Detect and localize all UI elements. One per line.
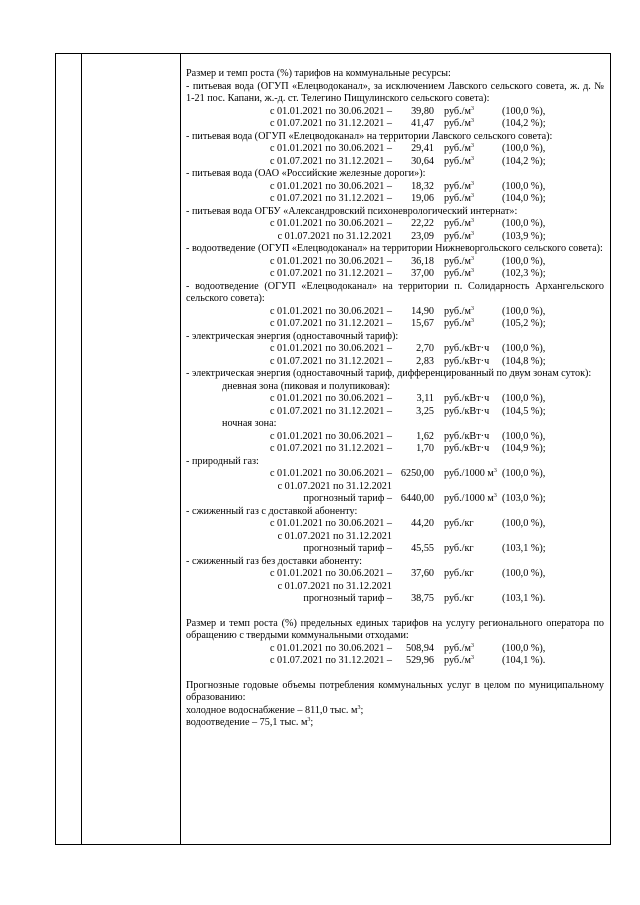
- tariff-period: с 01.01.2021 по 30.06.2021 –: [269, 305, 392, 317]
- tariff-value: 37,00: [411, 268, 434, 279]
- tariff-group-title: - сжиженный газ с доставкой абоненту:: [186, 505, 358, 517]
- tariff-pct: (100,0 %),: [502, 393, 546, 404]
- tariff-unit: $руб./м^3$: [444, 218, 474, 229]
- tariff-row: [186, 356, 604, 369]
- tariff-value: 30,64: [411, 155, 434, 167]
- tariff-period: с 01.01.2021 по 30.06.2021 –: [269, 518, 392, 529]
- tariff-value: 18,32: [411, 180, 434, 192]
- tariff-value: 44,20: [411, 518, 434, 529]
- tariff-pct: (100,0 %),: [502, 642, 546, 654]
- tariff-pct: (103,9 %);: [502, 230, 546, 242]
- tariff-unit: $руб./м^3$: [444, 193, 474, 204]
- tariff-unit: руб./кг: [444, 593, 474, 604]
- tariff-value: 15,67: [411, 318, 434, 329]
- tariff-unit: $руб./м^3$: [444, 255, 474, 267]
- tariff-pct: (102,3 %);: [502, 268, 546, 279]
- tariff-value: 38,75: [411, 593, 434, 604]
- tariff-row: [186, 643, 604, 656]
- tariff-row: [186, 655, 604, 668]
- tariff-pct: (104,2 %);: [502, 118, 546, 129]
- tariff-row: [186, 531, 604, 544]
- tariff-period: с 01.01.2021 по 30.06.2021 –: [269, 143, 392, 154]
- tariff-group-title: - сжиженный газ без доставки абоненту:: [186, 555, 362, 567]
- spacer: [186, 606, 604, 618]
- volumes-title: Прогнозные годовые объемы потребления коммунальных услуг в целом по муниципальному образованию:: [186, 679, 604, 703]
- tariff-value: 6250,00: [400, 468, 434, 479]
- tariff-unit: $руб./м^3$: [444, 118, 474, 129]
- tariff-unit: $руб./м^3$: [444, 143, 474, 154]
- tariff-pct: (104,9 %);: [502, 443, 546, 454]
- tariff-pct: (100,0 %),: [502, 105, 546, 117]
- tariff-pct: (100,0 %),: [502, 343, 546, 354]
- tariff-row: [186, 593, 604, 606]
- tariff-unit: руб./кВт·ч: [444, 355, 490, 367]
- tariff-period: с 01.07.2021 по 31.12.2021 –: [269, 405, 392, 417]
- tariff-pct: (100,0 %),: [502, 218, 546, 229]
- tariff-unit: $руб./м^3$: [444, 230, 474, 242]
- zone-label: дневная зона (пиковая и полупиковая):: [222, 380, 391, 392]
- tariff-period: с 01.01.2021 по 30.06.2021 –: [269, 180, 392, 192]
- tariff-value: 19,06: [411, 193, 434, 204]
- tariff-period: с 01.07.2021 по 31.12.2021 –: [269, 118, 392, 129]
- tariff-group-title: - питьевая вода (ОГУП «Елецводоканал», за исключением Лавского сельского совета, ж. д. № 1-21 пос. Капани, ж.-д. ст. Телегино Пищулинского сельского совета):: [186, 80, 604, 104]
- tariff-unit: $руб./м^3$: [444, 268, 474, 279]
- tariff-value: 37,60: [411, 568, 434, 579]
- tariff-period: с 01.07.2021 по 31.12.2021 –: [269, 318, 392, 329]
- tariff-period: прогнозный тариф –: [303, 493, 392, 504]
- tariff-pct: (104,2 %);: [502, 155, 546, 167]
- tariff-pct: (100,0 %),: [502, 305, 546, 317]
- tariff-value: 2,83: [416, 355, 434, 367]
- tariff-unit: руб./кВт·ч: [444, 443, 490, 454]
- tariff-pct: (104,1 %).: [502, 655, 546, 666]
- tariff-row: [186, 468, 604, 481]
- tariff-period: с 01.01.2021 по 30.06.2021 –: [269, 105, 392, 117]
- tariff-row: [186, 268, 604, 281]
- tariff-unit: $руб./м^3$: [444, 105, 474, 117]
- table-cell-content: [186, 68, 604, 730]
- tariff-value: 22,22: [411, 218, 434, 229]
- tariff-period: с 01.01.2021 по 30.06.2021 –: [269, 642, 392, 654]
- tariff-row: [186, 218, 604, 231]
- tariff-period: с 01.01.2021 по 30.06.2021 –: [269, 468, 392, 479]
- tariff-row: [186, 156, 604, 169]
- tariff-row: [186, 256, 604, 269]
- tariff-pct: (104,8 %);: [502, 355, 546, 367]
- section-intro: Размер и темп роста (%) тарифов на коммунальные ресурсы:: [186, 68, 451, 79]
- tariff-row: [186, 318, 604, 331]
- tariff-value: 2,70: [416, 343, 434, 354]
- tariff-period: с 01.07.2021 по 31.12.2021 –: [269, 193, 392, 204]
- tariff-unit: руб./кг: [444, 568, 474, 579]
- tariff-row: [186, 393, 604, 406]
- tariff-row: [186, 518, 604, 531]
- tariff-value: 1,70: [416, 443, 434, 454]
- tariff-group-title: - водоотведение (ОГУП «Елецводоканал» на территории Нижневоргольского сельского совета):: [186, 243, 603, 254]
- column-divider: [180, 54, 181, 844]
- tariff-pct: (100,0 %),: [502, 255, 546, 267]
- column-divider: [81, 54, 82, 844]
- tariff-value: 29,41: [411, 143, 434, 154]
- tariff-row: [186, 143, 604, 156]
- tariff-value: 3,25: [416, 405, 434, 417]
- tariff-value: 45,55: [411, 543, 434, 554]
- volume-line: водоотведение – 75,1 тыс. $м^3$;: [186, 717, 314, 728]
- tariff-pct: (100,0 %),: [502, 568, 546, 579]
- tariff-period: прогнозный тариф –: [303, 543, 392, 554]
- tariff-unit: руб./кВт·ч: [444, 393, 490, 404]
- tariff-value: 41,47: [411, 118, 434, 129]
- tariff-row: [186, 431, 604, 444]
- tariff-period: с 01.01.2021 по 30.06.2021 –: [269, 430, 392, 442]
- tariff-value: 23,09: [411, 230, 434, 242]
- waste-tariff-title: Размер и темп роста (%) предельных единых тарифов на услугу регионального оператора по обращению с твердыми коммунальными отходами:: [186, 617, 604, 641]
- tariff-row: [186, 568, 604, 581]
- tariff-group-title: - электрическая энергия (одноставочный тариф, дифференцированный по двум зонам суток):: [186, 368, 592, 379]
- tariff-period: с 01.07.2021 по 31.12.2021: [277, 480, 392, 492]
- tariff-pct: (100,0 %),: [502, 143, 546, 154]
- tariff-period: с 01.07.2021 по 31.12.2021 –: [269, 655, 392, 666]
- tariff-row: [186, 306, 604, 319]
- tariff-period: с 01.01.2021 по 30.06.2021 –: [269, 393, 392, 404]
- tariff-group-title: - водоотведение (ОГУП «Елецводоканал» на территории п. Солидарность Архангельского сельского совета):: [186, 280, 604, 304]
- tariff-pct: (105,2 %);: [502, 318, 546, 329]
- tariff-unit: руб./кВт·ч: [444, 405, 490, 417]
- tariff-value: 39,80: [411, 105, 434, 117]
- tariff-pct: (100,0 %),: [502, 430, 546, 442]
- tariff-value: 508,94: [405, 642, 434, 654]
- tariff-value: 529,96: [405, 655, 434, 666]
- tariff-value: 14,90: [411, 305, 434, 317]
- tariff-row: [186, 106, 604, 119]
- tariff-group-title: - питьевая вода (ОГУП «Елецводоканал» на территории Лавского сельского совета):: [186, 130, 553, 142]
- tariff-row: [186, 443, 604, 456]
- tariff-period: с 01.01.2021 по 30.06.2021 –: [269, 218, 392, 229]
- spacer: [186, 668, 604, 680]
- tariff-period: с 01.07.2021 по 31.12.2021 –: [269, 268, 392, 279]
- tariff-row: [186, 581, 604, 594]
- tariff-pct: (103,1 %).: [502, 593, 546, 604]
- zone-label: ночная зона:: [222, 418, 277, 429]
- tariff-unit: $руб./м^3$: [444, 642, 474, 654]
- tariff-unit: руб./1000 $м^3$: [444, 493, 497, 504]
- tariff-row: [186, 493, 604, 506]
- tariff-row: [186, 231, 604, 244]
- tariff-row: [186, 481, 604, 494]
- tariff-row: [186, 543, 604, 556]
- tariff-period: с 01.01.2021 по 30.06.2021 –: [269, 568, 392, 579]
- tariff-unit: $руб./м^3$: [444, 155, 474, 167]
- tariff-value: 1,62: [416, 430, 434, 442]
- tariff-row: [186, 181, 604, 194]
- tariff-pct: (103,1 %);: [502, 543, 546, 554]
- tariff-value: 36,18: [411, 255, 434, 267]
- tariff-row: [186, 118, 604, 131]
- tariff-group-title: - питьевая вода ОГБУ «Александровский психоневрологический интернат»:: [186, 205, 518, 217]
- tariff-period: с 01.07.2021 по 31.12.2021 –: [269, 155, 392, 167]
- tariff-pct: (100,0 %),: [502, 180, 546, 192]
- tariff-group-title: - питьевая вода (ОАО «Российские железные дороги»):: [186, 168, 426, 179]
- tariff-row: [186, 193, 604, 206]
- tariff-period: с 01.07.2021 по 31.12.2021: [277, 530, 392, 542]
- tariff-period: с 01.07.2021 по 31.12.2021: [277, 580, 392, 592]
- tariff-period: с 01.07.2021 по 31.12.2021: [277, 230, 392, 242]
- tariff-period: прогнозный тариф –: [303, 593, 392, 604]
- tariff-group-title: - природный газ:: [186, 455, 259, 467]
- tariff-period: с 01.07.2021 по 31.12.2021 –: [269, 355, 392, 367]
- tariff-row: [186, 406, 604, 419]
- tariff-group-title: - электрическая энергия (одноставочный тариф):: [186, 330, 399, 342]
- tariff-unit: руб./кВт·ч: [444, 430, 490, 442]
- tariff-unit: $руб./м^3$: [444, 318, 474, 329]
- tariff-unit: руб./1000 $м^3$: [444, 468, 497, 479]
- tariff-unit: $руб./м^3$: [444, 180, 474, 192]
- tariff-unit: руб./кг: [444, 543, 474, 554]
- tariff-unit: $руб./м^3$: [444, 305, 474, 317]
- tariff-period: с 01.01.2021 по 30.06.2021 –: [269, 343, 392, 354]
- tariff-pct: (104,5 %);: [502, 405, 546, 417]
- tariff-period: с 01.07.2021 по 31.12.2021 –: [269, 443, 392, 454]
- tariff-unit: руб./кВт·ч: [444, 343, 490, 354]
- tariff-pct: (100,0 %),: [502, 518, 546, 529]
- tariff-row: [186, 343, 604, 356]
- tariff-value: 6440,00: [400, 493, 434, 504]
- volume-line: холодное водоснабжение – 811,0 тыс. $м^3$;: [186, 704, 364, 716]
- tariff-pct: (100,0 %),: [502, 468, 546, 479]
- tariff-period: с 01.01.2021 по 30.06.2021 –: [269, 255, 392, 267]
- tariff-unit: руб./кг: [444, 518, 474, 529]
- tariff-pct: (104,0 %);: [502, 193, 546, 204]
- tariff-unit: $руб./м^3$: [444, 655, 474, 666]
- tariff-pct: (103,0 %);: [502, 493, 546, 504]
- tariff-value: 3,11: [416, 393, 434, 404]
